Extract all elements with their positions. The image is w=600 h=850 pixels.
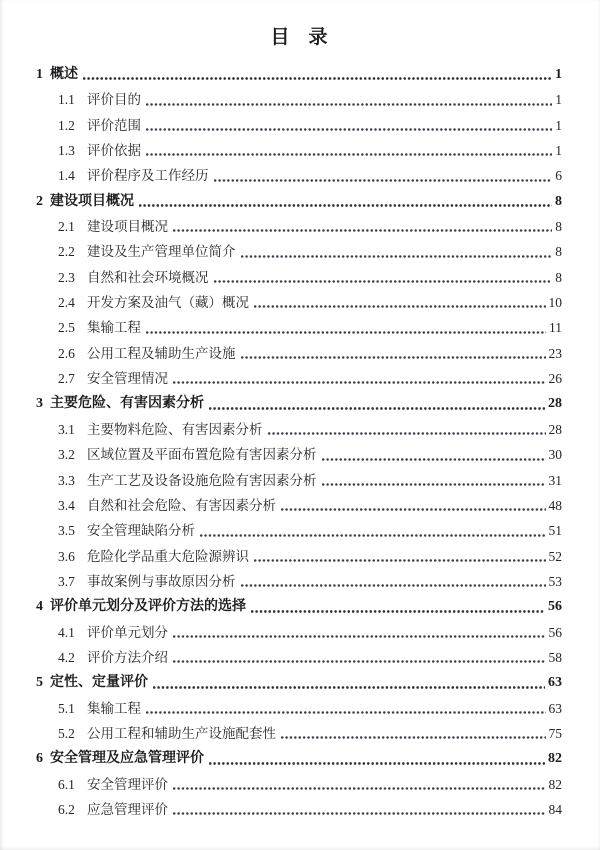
toc-entry[interactable] <box>36 189 562 214</box>
toc-entry[interactable] <box>36 518 562 543</box>
entry-page: 8 <box>555 219 562 235</box>
leader-dots-icon <box>145 128 552 131</box>
entry-number: 5.1 <box>58 700 75 716</box>
leader-dots-icon <box>253 305 546 308</box>
leader-dots-icon <box>240 356 546 359</box>
toc-entry[interactable] <box>36 417 562 442</box>
entry-number: 2 <box>36 193 43 209</box>
leader-dots-icon <box>138 204 552 207</box>
entry-page: 1 <box>555 143 562 159</box>
entry-title: 建设及生产管理单位简介 <box>87 244 236 260</box>
entry-title: 安全管理评价 <box>87 776 168 792</box>
toc-entry[interactable] <box>36 468 562 493</box>
entry-number: 4 <box>36 599 43 615</box>
leader-dots-icon <box>199 534 546 537</box>
entry-title: 评价范围 <box>87 117 141 133</box>
entry-page: 82 <box>548 751 562 767</box>
entry-title: 生产工艺及设备设施危险有害因素分析 <box>87 472 317 488</box>
entry-title: 事故案例与事故原因分析 <box>87 573 236 589</box>
entry-number: 3 <box>36 396 43 412</box>
leader-dots-icon <box>280 736 546 739</box>
toc-entry[interactable] <box>36 721 562 746</box>
entry-page: 1 <box>555 92 562 108</box>
entry-number: 4.2 <box>58 649 75 665</box>
leader-dots-icon <box>213 280 553 283</box>
entry-title: 自然和社会危险、有害因素分析 <box>87 497 276 513</box>
toc-entry[interactable] <box>36 62 562 87</box>
entry-page: 8 <box>555 244 562 260</box>
toc-entry[interactable] <box>36 391 562 416</box>
entry-page: 63 <box>548 700 562 716</box>
toc-entry[interactable] <box>36 645 562 670</box>
entry-number: 3.5 <box>58 523 75 539</box>
toc-entry[interactable] <box>36 87 562 112</box>
entry-number: 3.3 <box>58 472 75 488</box>
toc-entry[interactable] <box>36 442 562 467</box>
leader-dots-icon <box>321 483 546 486</box>
entry-title: 安全管理缺陷分析 <box>87 523 195 539</box>
toc-entry[interactable] <box>36 670 562 695</box>
toc-entry[interactable] <box>36 746 562 771</box>
entry-number: 3.1 <box>58 421 75 437</box>
toc-entry[interactable] <box>36 214 562 239</box>
toc-entry[interactable] <box>36 366 562 391</box>
leader-dots-icon <box>280 508 546 511</box>
leader-dots-icon <box>213 179 553 182</box>
entry-title: 评价目的 <box>87 92 141 108</box>
toc-list <box>36 62 562 822</box>
leader-dots-icon <box>172 381 546 384</box>
entry-page: 31 <box>548 472 562 488</box>
entry-title: 公用工程及辅助生产设施 <box>87 345 236 361</box>
entry-title: 主要危险、有害因素分析 <box>50 396 204 412</box>
entry-page: 1 <box>555 117 562 133</box>
entry-title: 危险化学品重大危险源辨识 <box>87 548 249 564</box>
leader-dots-icon <box>267 432 546 435</box>
entry-title: 评价程序及工作经历 <box>87 168 209 184</box>
entry-title: 建设项目概况 <box>50 193 134 209</box>
entry-page: 6 <box>555 168 562 184</box>
leader-dots-icon <box>172 787 546 790</box>
entry-number: 6.1 <box>58 776 75 792</box>
toc-entry[interactable] <box>36 493 562 518</box>
toc-entry[interactable] <box>36 797 562 822</box>
entry-number: 1.1 <box>58 92 75 108</box>
entry-title: 安全管理及应急管理评价 <box>50 751 204 767</box>
toc-entry[interactable] <box>36 772 562 797</box>
entry-number: 2.4 <box>58 295 75 311</box>
leader-dots-icon <box>172 229 552 232</box>
entry-number: 1.2 <box>58 117 75 133</box>
entry-title: 集输工程 <box>87 320 141 336</box>
toc-entry[interactable] <box>36 265 562 290</box>
entry-page: 84 <box>548 801 562 817</box>
leader-dots-icon <box>253 559 546 562</box>
entry-title: 主要物料危险、有害因素分析 <box>87 421 263 437</box>
entry-number: 3.6 <box>58 548 75 564</box>
entry-page: 8 <box>555 193 562 209</box>
entry-page: 23 <box>548 345 562 361</box>
entry-number: 5 <box>36 675 43 691</box>
toc-entry[interactable] <box>36 239 562 264</box>
toc-entry[interactable] <box>36 113 562 138</box>
leader-dots-icon <box>240 584 546 587</box>
entry-page: 48 <box>548 497 562 513</box>
entry-number: 2.2 <box>58 244 75 260</box>
entry-number: 2.6 <box>58 345 75 361</box>
toc-entry[interactable] <box>36 341 562 366</box>
entry-title: 开发方案及油气（藏）概况 <box>87 295 249 311</box>
entry-title: 评价依据 <box>87 143 141 159</box>
toc-entry[interactable] <box>36 594 562 619</box>
leader-dots-icon <box>250 610 545 613</box>
toc-entry[interactable] <box>36 163 562 188</box>
entry-number: 1.4 <box>58 168 75 184</box>
leader-dots-icon <box>240 255 553 258</box>
toc-entry[interactable] <box>36 696 562 721</box>
entry-title: 评价单元划分及评价方法的选择 <box>50 599 246 615</box>
entry-page: 58 <box>548 649 562 665</box>
entry-number: 3.2 <box>58 447 75 463</box>
entry-page: 10 <box>548 295 562 311</box>
entry-title: 评价方法介绍 <box>87 649 168 665</box>
toc-entry[interactable] <box>36 620 562 645</box>
entry-page: 53 <box>548 573 562 589</box>
leader-dots-icon <box>172 812 546 815</box>
entry-page: 28 <box>548 421 562 437</box>
entry-page: 30 <box>548 447 562 463</box>
entry-title: 自然和社会环境概况 <box>87 269 209 285</box>
entry-number: 6 <box>36 751 43 767</box>
entry-title: 公用工程和辅助生产设施配套性 <box>87 725 276 741</box>
entry-title: 建设项目概况 <box>87 219 168 235</box>
entry-page: 56 <box>548 624 562 640</box>
entry-title: 定性、定量评价 <box>50 675 148 691</box>
entry-title: 应急管理评价 <box>87 801 168 817</box>
entry-number: 3.7 <box>58 573 75 589</box>
entry-number: 2.1 <box>58 219 75 235</box>
entry-page: 75 <box>548 725 562 741</box>
entry-page: 63 <box>548 675 562 691</box>
entry-page: 8 <box>555 269 562 285</box>
entry-page: 51 <box>548 523 562 539</box>
leader-dots-icon <box>145 103 552 106</box>
entry-number: 2.3 <box>58 269 75 285</box>
entry-page: 56 <box>548 599 562 615</box>
entry-page: 82 <box>548 776 562 792</box>
entry-number: 4.1 <box>58 624 75 640</box>
entry-number: 1 <box>36 67 43 82</box>
leader-dots-icon <box>145 153 552 156</box>
entry-number: 5.2 <box>58 725 75 741</box>
leader-dots-icon <box>172 635 546 638</box>
entry-page: 11 <box>549 320 562 336</box>
leader-dots-icon <box>145 331 546 334</box>
page-title: 目 录 <box>270 27 328 48</box>
toc-entry[interactable] <box>36 569 562 594</box>
toc-entry[interactable] <box>36 138 562 163</box>
entry-number: 1.3 <box>58 143 75 159</box>
entry-title: 安全管理情况 <box>87 371 168 387</box>
leader-dots-icon <box>82 77 552 80</box>
entry-number: 2.5 <box>58 320 75 336</box>
entry-number: 3.4 <box>58 497 75 513</box>
entry-page: 26 <box>548 371 562 387</box>
entry-number: 6.2 <box>58 801 75 817</box>
toc-entry[interactable] <box>36 315 562 340</box>
entry-title: 评价单元划分 <box>87 624 168 640</box>
entry-page: 1 <box>555 67 562 82</box>
leader-dots-icon <box>208 762 545 765</box>
leader-dots-icon <box>172 660 546 663</box>
entry-page: 28 <box>548 396 562 412</box>
leader-dots-icon <box>208 407 545 410</box>
entry-title: 概述 <box>50 67 78 82</box>
entry-title: 集输工程 <box>87 700 141 716</box>
entry-number: 2.7 <box>58 371 75 387</box>
entry-page: 52 <box>548 548 562 564</box>
toc-entry[interactable] <box>36 544 562 569</box>
leader-dots-icon <box>321 458 546 461</box>
toc-entry[interactable] <box>36 290 562 315</box>
entry-title: 区域位置及平面布置危险有害因素分析 <box>87 447 317 463</box>
leader-dots-icon <box>152 686 545 689</box>
leader-dots-icon <box>145 711 546 714</box>
